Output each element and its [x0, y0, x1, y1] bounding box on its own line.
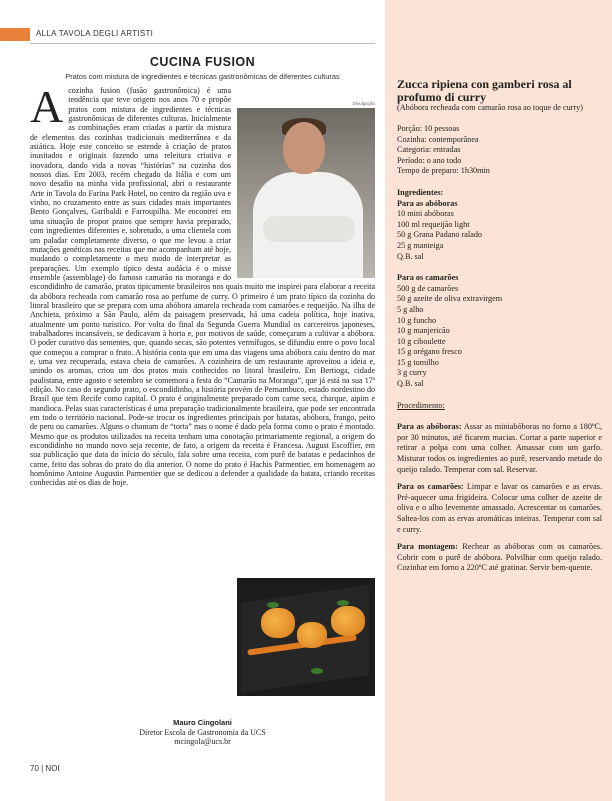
- ingredient-item: Q.B. sal: [397, 251, 424, 261]
- shrimp-title: Para os camarões: [397, 273, 459, 283]
- step-text: Assar as miniabóboras no forno a 180ºC, por 30 minutos, até ficarem macias. Cortar a parte superior e retirar a polpa com uma colher. Amassar com um garfo. Misturar todos os ingredientes ao purê, reservando metade do queijo ralado. Temperar com sal. Reservar.: [397, 422, 602, 474]
- pumpkin-1: [261, 608, 295, 638]
- ingredient-item: 10 g funcho: [397, 315, 437, 325]
- section-color-tab: [0, 28, 30, 41]
- step-label: Para os camarões:: [397, 482, 464, 492]
- info-line: Categoria: entradas: [397, 145, 461, 155]
- author-name: Mauro Cingolani: [173, 718, 232, 727]
- author-email: mcingola@ucs.br: [174, 737, 231, 746]
- ingredient-item: 25 g manteiga: [397, 240, 444, 250]
- ingredient-item: 15 g tomilho: [397, 357, 439, 367]
- pumpkin-2: [297, 622, 327, 648]
- recipe-sidebar: [385, 0, 612, 801]
- procedure-step: [397, 482, 602, 535]
- info-line: Período: o ano todo: [397, 155, 462, 165]
- author-role: Diretor Escola de Gastronomia da UCS: [139, 727, 266, 737]
- info-line: Cozinha: contemporânea: [397, 134, 479, 144]
- page-footer: 70 | NOI: [30, 764, 60, 773]
- article-title: CUCINA FUSION: [149, 55, 256, 69]
- herb-garnish: [311, 668, 323, 674]
- pumpkins-title: Para as abóboras: [397, 198, 458, 208]
- section-label: ALLA TAVOLA DEGLI ARTISTI: [36, 29, 154, 38]
- pumpkin-3: [331, 606, 365, 636]
- step-text: Rechear as abóboras com os camarões. Cobrir com o purê de abóbora. Polvilhar com queijo ralado. Cozinhar em forno a 220ºC até gratinar. Servir bem-quente.: [397, 542, 602, 573]
- procedure-step: [397, 422, 602, 475]
- dish-photo: [237, 578, 375, 696]
- step-label: Para montagem:: [397, 542, 458, 552]
- chef-photo: [237, 101, 375, 278]
- info-line: Tempo de preparo: 1h30min: [397, 166, 490, 176]
- procedure-step: [397, 542, 602, 574]
- ingredient-item: Q.B. sal: [397, 379, 424, 389]
- info-line: Porção: 10 pessoas: [397, 124, 460, 133]
- recipe-subtitle: (Abóbora recheada com camarão rosa ao toque de curry): [397, 103, 583, 112]
- ingredient-item: 50 g Grana Padano ralado: [397, 230, 483, 240]
- ingredient-item: 3 g curry: [397, 368, 427, 378]
- drop-cap: A: [30, 86, 64, 132]
- ingredient-item: 10 mini abóboras: [397, 209, 454, 219]
- chef-head: [283, 122, 325, 174]
- photo-credit: Divulgação: [352, 101, 375, 106]
- article-subtitle: Pratos com mistura de ingredientes e técnicas gastronômicas de diferentes culturas: [65, 72, 340, 81]
- ingredients-title: Ingredientes:: [397, 187, 444, 197]
- ingredient-item: 10 g manjericão: [397, 326, 450, 336]
- step-text: Limpar e lavar os camarões e as ervas. Pré-aquecer uma frigideira. Colocar uma colher de azeite de oliva e o alho levemente amassado. Acrescentar os camarões. Saltea-los com as ervas aromáticas inteiras. Temperar com sal e curry.: [397, 482, 602, 534]
- ingredient-item: 500 g de camarões: [397, 283, 459, 293]
- header-divider: [30, 43, 375, 44]
- ingredient-item: 15 g orégano fresco: [397, 347, 462, 357]
- herb-garnish: [337, 600, 349, 606]
- ingredient-item: 10 g ciboulette: [397, 336, 446, 346]
- ingredient-item: 5 g alho: [397, 304, 424, 314]
- step-label: Para as abóboras:: [397, 422, 462, 432]
- article-paragraph: cozinha fusion (fusão gastronômica) é uma tendência que teve origem nos anos 70 e propõe pratos com mistura de ingredientes e técnicas gastronômicas de diferentes culturas. Inicialmente as combinações eram criadas a partir da mistura de elementos das cozinhas tradicionais mediterrânea e da asiática. Hoje este conceito se estende à criação de pratos inusitados e originais fazendo uma releitura criativa e inovadora, dando vida a novas “histórias” na cozinha dos nossos dias. Em 2003, recém chegado da Itália e com um novo desafio na minha vida profissional, abri o restaurante Arte in Tavola do Farina Park Hotel, no centro da região uva e vinho, no cruzamento entre as suas cidades mais importantes Bento Gonçalves, Garibaldi e Farroupilha. Me encontrei em uma situação de propor pratos que sempre havia preparado, com ingredientes diferentes e, sobretudo, a uma clientela com um paladar completamente diverso, o que me levou a criar mutações genéticas nas receitas que me acompanham até hoje, mudando o completamente o meu modo de interpretar as preparações. Um exemplo típico desta audácia é o misse ensemble (assemblage) do famoso camarão na moranga e do escondidinho de camarão, pratos tipicamente brasileiros nos quais muito me inspirei para elaborar a receita da abóbora recheada com camarão rosa ao perfume de curry. O primeiro é um prato típico da cozinha do litoral brasileiro que se prepara com uma abóbora amarela recheada com camarões e requeijão. Na ilha de Anchieta, próximo a São Paulo, além da paisagem preservada, há uma cadeia política, hoje inativa, atualmente um ponto turístico. Por volta do final da Segunda Guerra Mundial os carcereiros japoneses, trabalhadores incansáveis, se dedicavam à horta e, por motivos de saúde, começaram a cultivar a abóbora. O poder curativo das sementes, que, quando secas, são potentes vermífugos, se difundiu entre o povo local que começou a comprar o fruto. A história conta que em uma das viagens uma abóbora caiu dentro do mar e, uma vez recuperada, estava cheia de camarões. A cozinheira de um restaurante aproveitou a ideia e, unindo os aromas, criou um dos pratos mais conhecidos no litoral brasileiro. Em Bertioga, cidade paulistana, entre agosto e setembro se comemora a festa do “Camarão na Moranga”, que já está na sua 17ª edição. No caso do segundo prato, o escondidinho, a história provém de Pernambuco, estado nordestino do Brasil que tem Recife como capital. O prato é originalmente preparado com carne seca, charque, aipim e mandioca. Pelas suas características é uma preparação tradicionalmente brasileira, que pode ser encontrada em todo o território nacional. Pode-se trocar os ingredientes principais por batatas, abóbora, frango, peito de peru ou camarões. Alguns o chamam de “torta” mas o nome é dado pela forma como o prato é montado. Mesmo que os produtos utilizados na receita tenham uma conotação primariamente regional, a origem do escondidinho no mundo novo seja recente, de fato, a origem da receita é Francesa. August Escoffier, em sua publicação que data do início do século, fala sobre uma receita, com purê de batatas e pedacinhos de carne, feito das sobras do prato do dia anterior. O nome do prato é Hachis Parmentier, em homenagem ao homônimo Antoine Augustin Parmentier que se dedicou a defender a qualidade da batata, criando receitas conhecidas até os dias de hoje.: [30, 86, 375, 488]
- herb-garnish: [267, 602, 279, 608]
- recipe-title: Zucca ripiena con gamberi rosa al profumo di curry: [397, 77, 572, 104]
- section-header: [0, 28, 300, 41]
- ingredient-item: 100 ml requeijão light: [397, 219, 470, 229]
- chef-arms: [263, 216, 355, 242]
- procedure-title: Procedimento:: [397, 400, 445, 410]
- author-signature: [30, 718, 375, 747]
- ingredient-item: 50 g azeite de oliva extravirgem: [397, 294, 503, 304]
- recipe-box: [397, 78, 602, 574]
